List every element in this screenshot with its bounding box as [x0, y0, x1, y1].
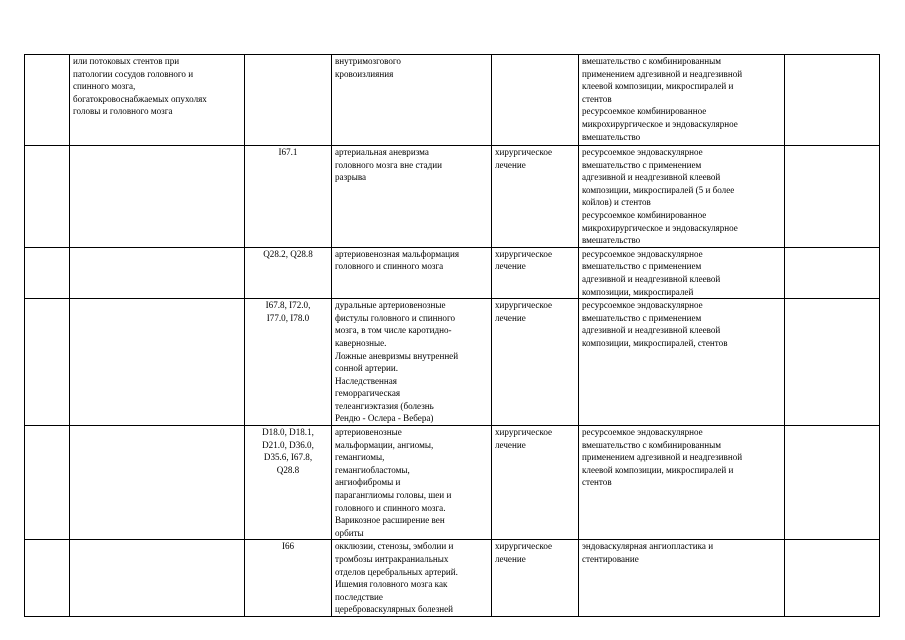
number-cell	[25, 540, 70, 617]
text-line: вмешательство	[582, 131, 641, 142]
text-line: лечение	[495, 261, 526, 272]
table-row	[25, 426, 880, 540]
text-line: стентов	[582, 93, 612, 104]
text-line: лечение	[495, 554, 526, 564]
table-row	[25, 247, 880, 298]
text-line: ресурсоемкое эндоваскулярное	[582, 248, 703, 259]
text-line: Q28.2, Q28.8	[263, 248, 313, 259]
number-cell	[25, 247, 70, 298]
text-line: богатокровоснабжаемых опухолях	[73, 93, 207, 104]
treatment-method-cell	[579, 146, 785, 248]
text-line: койлов) и стентов	[582, 197, 651, 208]
text-line: головы и головного мозга	[73, 106, 173, 117]
text-line: хирургическое	[495, 427, 553, 438]
text-line: вмешательство с комбинированным	[582, 439, 722, 450]
text-line: вмешательство с применением	[582, 261, 702, 272]
text-line: ресурсоемкое эндоваскулярное	[582, 427, 703, 438]
text-line: или потоковых стентов при	[73, 56, 180, 66]
text-line: лечение	[495, 312, 526, 323]
text-line: клеевой композиции, микроспиралей и	[582, 81, 734, 92]
text-line: головного мозга вне стадии	[335, 159, 442, 170]
text-line: дуральные артериовенозные	[335, 300, 446, 311]
number-cell	[25, 55, 70, 146]
text-line: фистулы головного и спинного	[335, 312, 456, 323]
text-line: эндоваскулярная ангиопластика и	[582, 541, 714, 552]
text-line: микрохирургическое и эндоваскулярное	[582, 222, 738, 233]
description-cell	[70, 540, 245, 617]
description-cell	[70, 426, 245, 540]
text-line: Ишемия головного мозга как	[335, 579, 448, 590]
extra-cell	[785, 426, 880, 540]
text-line: I66	[281, 541, 295, 552]
patient-model-cell	[332, 299, 492, 426]
extra-cell	[785, 247, 880, 298]
text-line: артериовенозные	[335, 427, 402, 438]
text-line: клеевой композиции, микроспиралей и	[582, 464, 734, 475]
description-cell	[70, 146, 245, 248]
treatment-type-cell	[492, 540, 579, 617]
text-line: D18.0, D18.1,	[262, 427, 314, 438]
text-line: спинного мозга,	[73, 81, 136, 92]
text-line: кавернозные.	[335, 337, 387, 348]
patient-model-cell	[332, 426, 492, 540]
text-line: телеангиэктазия (болезнь	[335, 400, 434, 411]
number-cell	[25, 426, 70, 540]
text-line: Ложные аневризмы внутренней	[335, 350, 459, 361]
text-line: патологии сосудов головного и	[73, 68, 194, 79]
text-line: стентирование	[582, 554, 639, 564]
treatment-type-cell	[492, 55, 579, 146]
text-line: микрохирургическое и эндоваскулярное	[582, 118, 738, 129]
text-line: ангиофибромы и	[335, 477, 401, 488]
patient-model-cell	[332, 540, 492, 617]
text-line: мозга, в том числе каротидно-	[335, 325, 452, 336]
text-line: кровоизлияния	[335, 68, 394, 79]
description-cell	[70, 55, 245, 146]
text-line: хирургическое	[495, 248, 553, 259]
text-line: вмешательство с применением	[582, 312, 702, 323]
text-line: вмешательство	[582, 235, 641, 246]
description-cell	[70, 299, 245, 426]
table-row	[25, 299, 880, 426]
text-line: хирургическое	[495, 300, 553, 311]
text-line: хирургическое	[495, 541, 553, 552]
treatment-method-cell	[579, 426, 785, 540]
text-line: мальформации, ангиомы,	[335, 439, 434, 450]
text-line: Варикозное расширение вен	[335, 515, 445, 526]
text-line: цереброваскулярных болезней	[335, 604, 454, 615]
treatment-method-cell	[579, 299, 785, 426]
text-line: артериальная аневризма	[335, 147, 429, 157]
text-line: D35.6, I67.8,	[263, 452, 313, 463]
text-line: применением адгезивной и неадгезивной	[582, 68, 743, 79]
number-cell	[25, 299, 70, 426]
text-line: адгезивной и неадгезивной клеевой	[582, 325, 721, 336]
text-line: композиции, микроспиралей (5 и более	[582, 184, 735, 195]
text-line: окклюзии, стенозы, эмболии и	[335, 541, 454, 552]
patient-model-cell	[332, 247, 492, 298]
text-line: последствие	[335, 591, 383, 602]
text-line: применением адгезивной и неадгезивной	[582, 452, 743, 463]
text-line: вмешательство с комбинированным	[582, 56, 722, 66]
text-line: Наследственная	[335, 375, 397, 386]
text-line: Q28.8	[276, 464, 300, 475]
text-line: лечение	[495, 439, 526, 450]
text-line: орбиты	[335, 527, 364, 538]
text-line: Рендю - Ослера - Вебера)	[335, 413, 434, 424]
text-line: гемангиомы,	[335, 452, 385, 463]
treatment-method-cell	[579, 540, 785, 617]
text-line: разрыва	[335, 172, 367, 183]
table-row	[25, 55, 880, 146]
icd-code-cell	[245, 426, 332, 540]
text-line: хирургическое	[495, 147, 553, 157]
text-line: лечение	[495, 159, 526, 170]
extra-cell	[785, 540, 880, 617]
patient-model-cell	[332, 146, 492, 248]
treatment-type-cell	[492, 146, 579, 248]
text-line: головного и спинного мозга.	[335, 502, 446, 513]
icd-code-cell	[245, 146, 332, 248]
table-row	[25, 540, 880, 617]
icd-code-cell	[245, 540, 332, 617]
text-line: I67.8, I72.0,	[265, 300, 311, 311]
icd-code-cell	[245, 55, 332, 146]
text-line: I77.0, I78.0	[266, 312, 310, 323]
icd-code-cell	[245, 247, 332, 298]
text-line: вмешательство с применением	[582, 159, 702, 170]
medical-procedures-table	[24, 54, 880, 617]
text-line: геморрагическая	[335, 388, 401, 399]
text-line: ресурсоемкое комбинированное	[582, 106, 707, 117]
text-line: артериовенозная мальформация	[335, 248, 460, 259]
extra-cell	[785, 299, 880, 426]
text-line: стентов	[582, 477, 612, 488]
text-line: тромбозы интракраниальных	[335, 554, 449, 564]
patient-model-cell	[332, 55, 492, 146]
treatment-type-cell	[492, 247, 579, 298]
table-body	[25, 55, 880, 617]
text-line: D21.0, D36.0,	[262, 439, 314, 450]
text-line: сонной артерии.	[335, 363, 399, 374]
extra-cell	[785, 55, 880, 146]
icd-code-cell	[245, 299, 332, 426]
text-line: головного и спинного мозга	[335, 261, 444, 272]
text-line: отделов церебральных артерий.	[335, 566, 458, 577]
text-line: ресурсоемкое комбинированное	[582, 209, 707, 220]
text-line: ресурсоемкое эндоваскулярное	[582, 147, 703, 157]
text-line: композиции, микроспиралей, стентов	[582, 337, 728, 348]
treatment-type-cell	[492, 299, 579, 426]
table-row	[25, 146, 880, 248]
text-line: ресурсоемкое эндоваскулярное	[582, 300, 703, 311]
text-line: I67.1	[278, 147, 298, 157]
text-line: композиции, микроспиралей	[582, 286, 694, 297]
treatment-method-cell	[579, 55, 785, 146]
number-cell	[25, 146, 70, 248]
text-line: адгезивной и неадгезивной клеевой	[582, 273, 721, 284]
text-line: параганглиомы головы, шеи и	[335, 490, 452, 501]
text-line: адгезивной и неадгезивной клеевой	[582, 172, 721, 183]
treatment-type-cell	[492, 426, 579, 540]
description-cell	[70, 247, 245, 298]
extra-cell	[785, 146, 880, 248]
text-line: гемангиобластомы,	[335, 464, 410, 475]
treatment-method-cell	[579, 247, 785, 298]
text-line: внутримозгового	[335, 56, 401, 66]
